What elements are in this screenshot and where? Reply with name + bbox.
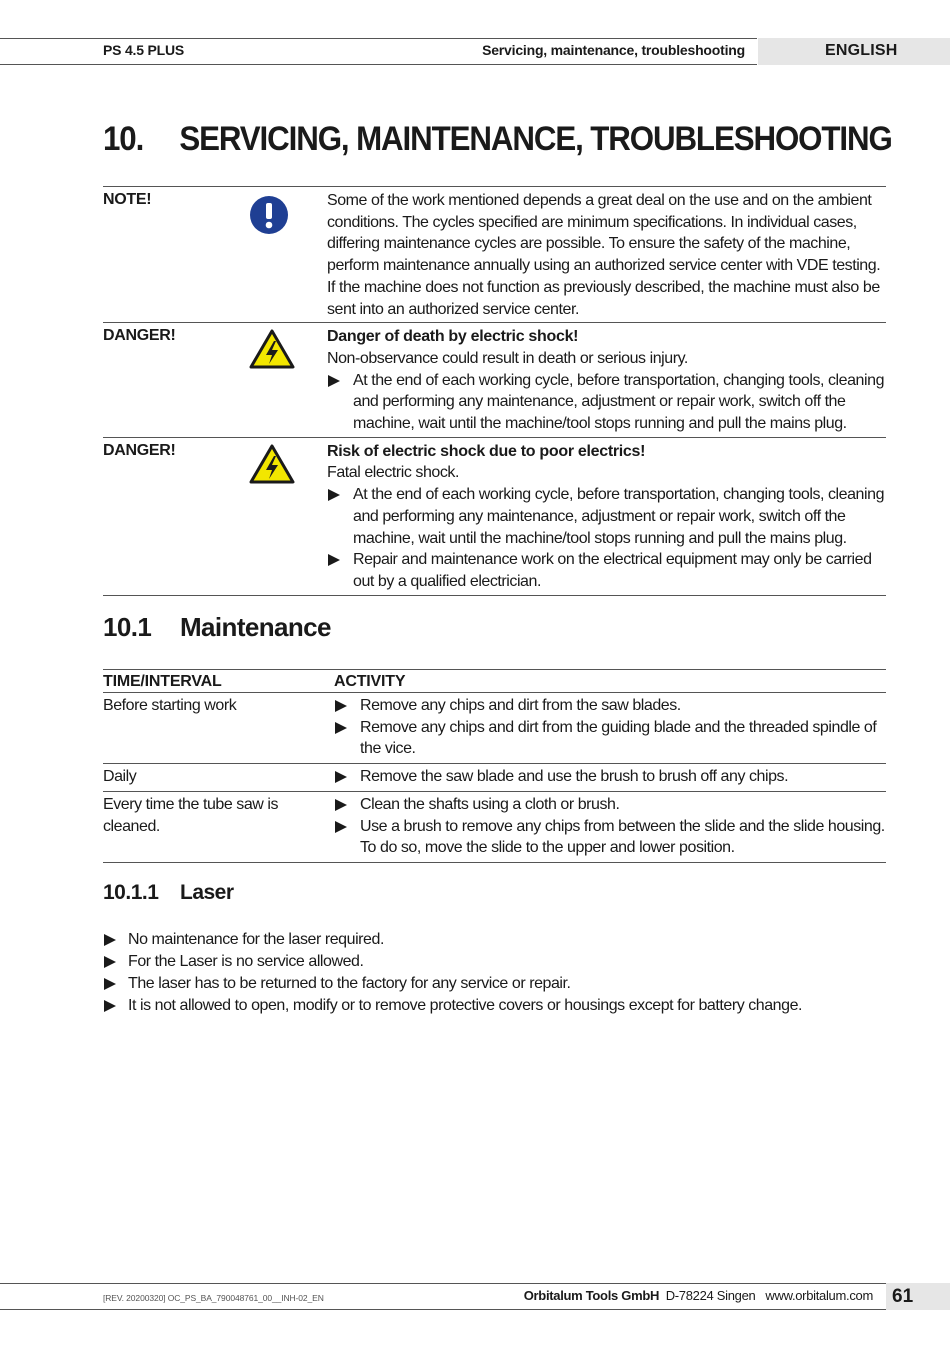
chapter-number: 10.	[103, 120, 144, 158]
activity-cell	[334, 693, 886, 764]
danger-subtitle-1: Non-observance could result in death or serious injury.	[327, 349, 688, 367]
danger-bullet: At the end of each working cycle, before transportation, changing tools, cleaning and performing any maintenance, adjustment or repair work, switch off the machine, wait until the machine/tool stops running and pull the mains plug.	[327, 484, 886, 549]
page-number-box	[886, 1283, 950, 1310]
danger-row-2	[103, 437, 886, 596]
laser-number: 10.1.1	[103, 881, 159, 904]
header-language: ENGLISH	[825, 42, 898, 59]
activity-cell	[334, 764, 886, 792]
note-row	[103, 186, 886, 322]
triangle-bullet-icon	[104, 934, 116, 946]
footer-company: Orbitalum Tools GmbH	[523, 1288, 660, 1303]
footer-rule-bottom	[0, 1309, 886, 1310]
danger-label-2: DANGER!	[103, 441, 176, 459]
column-header-time: TIME/INTERVAL	[103, 670, 334, 693]
triangle-bullet-icon	[328, 375, 340, 387]
activity-item: Clean the shafts using a cloth or brush.	[334, 794, 886, 816]
danger-subtitle-2: Fatal electric shock.	[327, 464, 459, 482]
laser-heading	[103, 881, 234, 905]
footer-rule-top	[0, 1283, 886, 1284]
header-section: Servicing, maintenance, troubleshooting	[482, 42, 745, 58]
triangle-bullet-icon	[335, 722, 347, 734]
list-item: No maintenance for the laser required.	[103, 929, 886, 951]
chapter-title-text: SERVICING, MAINTENANCE, TROUBLESHOOTING	[179, 120, 892, 158]
activity-item: Remove any chips and dirt from the guiding blade and the threaded spindle of the vice.	[334, 717, 886, 760]
table-row	[103, 693, 886, 764]
maintenance-table	[103, 669, 886, 863]
time-cell: Before starting work	[103, 693, 334, 764]
danger-text-1	[327, 323, 886, 437]
triangle-bullet-icon	[104, 1000, 116, 1012]
header-rule-top	[0, 38, 757, 39]
chapter-title	[103, 120, 892, 159]
header-rule-bottom	[0, 64, 757, 65]
time-cell: Every time the tube saw is cleaned.	[103, 791, 334, 862]
safety-notices	[103, 186, 886, 596]
danger-text-2	[327, 438, 886, 595]
list-item: It is not allowed to open, modify or to remove protective covers or housings except for battery change.	[103, 995, 886, 1017]
triangle-bullet-icon	[335, 799, 347, 811]
time-cell: Daily	[103, 764, 334, 792]
maintenance-number: 10.1	[103, 612, 152, 642]
footer-company-info	[524, 1288, 873, 1303]
table-row	[103, 764, 886, 792]
danger-title-1: Danger of death by electric shock!	[327, 328, 579, 346]
danger-label-1: DANGER!	[103, 327, 176, 345]
activity-item: Remove the saw blade and use the brush to brush off any chips.	[334, 766, 886, 788]
danger-bullet: Repair and maintenance work on the electrical equipment may only be carried out by a qualified electrician.	[327, 549, 886, 592]
exclamation-circle-icon	[249, 195, 289, 240]
triangle-bullet-icon	[335, 771, 347, 783]
maintenance-title: Maintenance	[180, 612, 331, 642]
triangle-bullet-icon	[104, 956, 116, 968]
header-language-box	[758, 38, 950, 65]
triangle-bullet-icon	[104, 978, 116, 990]
laser-list	[103, 929, 886, 1017]
triangle-bullet-icon	[335, 821, 347, 833]
triangle-bullet-icon	[328, 554, 340, 566]
table-header-row	[103, 670, 886, 693]
note-label: NOTE!	[103, 191, 152, 208]
activity-item: Remove any chips and dirt from the saw blades.	[334, 695, 886, 717]
danger-title-2: Risk of electric shock due to poor electrics!	[327, 442, 646, 460]
maintenance-heading	[103, 612, 331, 643]
footer-website: www.orbitalum.com	[765, 1288, 873, 1303]
table-row	[103, 791, 886, 862]
activity-cell	[334, 791, 886, 862]
electric-warning-icon	[249, 329, 295, 374]
header-product: PS 4.5 PLUS	[103, 42, 185, 58]
laser-title: Laser	[180, 881, 234, 904]
danger-row-1	[103, 322, 886, 437]
danger-bullet: At the end of each working cycle, before transportation, changing tools, cleaning and performing any maintenance, adjustment or repair work, switch off the machine, wait until the machine/tool stops running and pull the mains plug.	[327, 370, 886, 435]
triangle-bullet-icon	[328, 489, 340, 501]
footer-address: D-78224 Singen	[665, 1288, 756, 1303]
page-number: 61	[892, 1286, 914, 1307]
list-item: For the Laser is no service allowed.	[103, 951, 886, 973]
footer-revision: [REV. 20200320] OC_PS_BA_790048761_00__INH-02_EN	[103, 1293, 324, 1303]
activity-item: Use a brush to remove any chips from between the slide and the slide housing. To do so, move the slide to the upper and lower position.	[334, 816, 886, 859]
triangle-bullet-icon	[335, 700, 347, 712]
note-text: Some of the work mentioned depends a great deal on the use and on the ambient conditions. The cycles specified are minimum specifications. In individual cases, differing maintenance cycles are possible. To ensure the safety of the machine, perform maintenance annually using an authorized service center with VDE testing. If the machine does not function as previously described, the machine must also be sent into an authorized service center.	[327, 192, 881, 318]
electric-warning-icon	[249, 444, 295, 489]
column-header-activity: ACTIVITY	[334, 670, 886, 693]
list-item: The laser has to be returned to the factory for any service or repair.	[103, 973, 886, 995]
